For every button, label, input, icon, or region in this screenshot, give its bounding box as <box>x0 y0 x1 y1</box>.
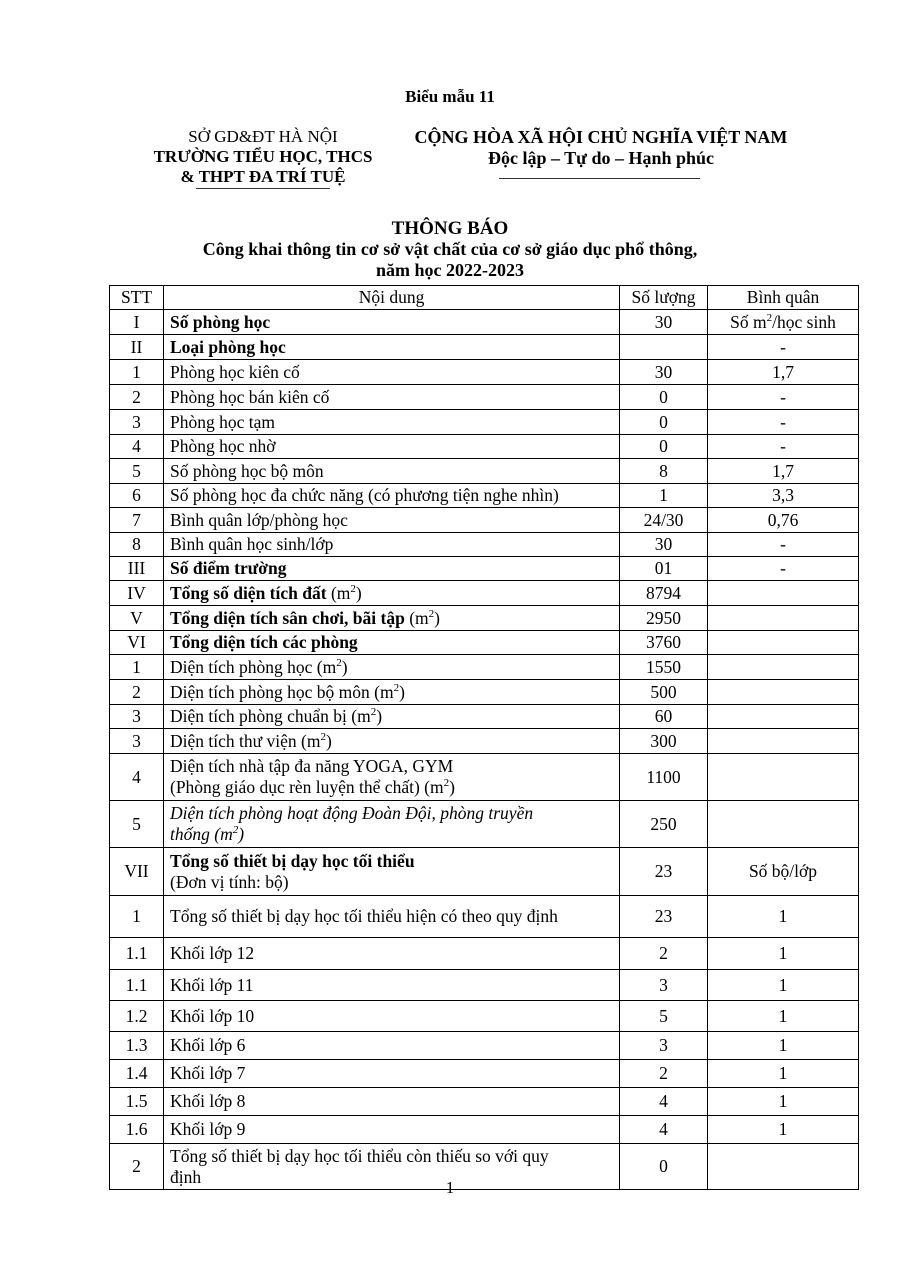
header-stt: STT <box>110 286 164 310</box>
cell-average: 1,7 <box>708 360 859 385</box>
document-title-block <box>0 218 900 281</box>
cell-quantity: 24/30 <box>620 508 708 533</box>
national-motto <box>395 127 807 169</box>
cell-content <box>164 1001 620 1032</box>
cell-quantity: 8 <box>620 459 708 484</box>
content-text: Khối lớp 7 <box>170 1063 246 1083</box>
cell-average: 1 <box>708 1088 859 1116</box>
cell-average: 1,7 <box>708 459 859 484</box>
content-text: Tổng số diện tích đất <box>170 582 327 603</box>
unit-superscript: 2 <box>393 681 400 694</box>
cell-stt: 6 <box>110 484 164 508</box>
table-row <box>110 557 859 581</box>
motto-underline <box>499 178 700 179</box>
unit-label <box>409 608 440 628</box>
cell-average: - <box>708 557 859 581</box>
cell-content <box>164 1060 620 1088</box>
cell-quantity: 1100 <box>620 754 708 801</box>
header-content: Nội dung <box>164 286 620 310</box>
cell-quantity: 30 <box>620 310 708 335</box>
table-row <box>110 896 859 938</box>
cell-content <box>164 557 620 581</box>
cell-content <box>164 484 620 508</box>
cell-content <box>164 1116 620 1144</box>
unit-label <box>317 657 348 677</box>
cell-content <box>164 435 620 459</box>
cell-content <box>164 1032 620 1060</box>
cell-quantity: 0 <box>620 1144 708 1190</box>
cell-quantity: 2950 <box>620 606 708 631</box>
table-row <box>110 385 859 410</box>
unit-prefix: (m <box>424 777 444 797</box>
department-name: SỞ GD&ĐT HÀ NỘI <box>188 127 338 146</box>
cell-quantity: 3 <box>620 1032 708 1060</box>
cell-stt: 7 <box>110 508 164 533</box>
cell-stt: 4 <box>110 435 164 459</box>
content-text-line2: thống <box>170 824 210 844</box>
content-text: Tổng số thiết bị dạy học tối thiểu hiện có theo quy định <box>170 906 558 926</box>
cell-average <box>708 631 859 655</box>
table-row <box>110 508 859 533</box>
cell-quantity: 30 <box>620 533 708 557</box>
cell-average <box>708 801 859 848</box>
content-text: Tổng diện tích các phòng <box>170 632 358 652</box>
content-text: Khối lớp 12 <box>170 943 255 963</box>
unit-suffix: ) <box>238 824 245 844</box>
cell-stt: 2 <box>110 1144 164 1190</box>
unit-suffix: ) <box>376 706 383 726</box>
content-text: Phòng học tạm <box>170 411 275 432</box>
cell-quantity: 0 <box>620 410 708 435</box>
cell-content <box>164 459 620 484</box>
content-text: Tổng số thiết bị dạy học tối thiểu còn thiếu so với quy <box>170 1145 549 1166</box>
unit-prefix: (m <box>374 681 394 702</box>
table-row <box>110 1032 859 1060</box>
school-year: năm học 2022-2023 <box>376 260 524 280</box>
unit-prefix: (m <box>301 730 321 751</box>
table-row <box>110 1060 859 1088</box>
content-text: Số phòng học <box>170 311 271 332</box>
cell-content <box>164 606 620 631</box>
cell-average <box>708 581 859 606</box>
content-text: Diện tích phòng chuẩn bị <box>170 706 347 726</box>
cell-quantity <box>620 335 708 360</box>
table-row <box>110 705 859 729</box>
average-prefix: Số m <box>730 311 767 332</box>
cell-quantity: 0 <box>620 435 708 459</box>
cell-quantity: 01 <box>620 557 708 581</box>
document-title: THÔNG BÁO <box>391 218 509 239</box>
cell-content <box>164 896 620 938</box>
cell-stt: 2 <box>110 385 164 410</box>
unit-suffix: ) <box>341 656 348 677</box>
cell-quantity: 1550 <box>620 655 708 680</box>
country-name: CỘNG HÒA XÃ HỘI CHỦ NGHĨA VIỆT NAM <box>414 127 788 147</box>
unit-superscript: 2 <box>443 777 450 790</box>
table-row <box>110 1116 859 1144</box>
table-row <box>110 680 859 705</box>
cell-average: 1 <box>708 896 859 938</box>
school-name-line2: & THPT ĐA TRÍ TUỆ <box>180 167 346 186</box>
cell-average: 1 <box>708 1060 859 1088</box>
content-text: Khối lớp 9 <box>170 1119 246 1139</box>
cell-content <box>164 310 620 335</box>
content-text: Tổng số thiết bị dạy học tối thiểu <box>170 850 415 871</box>
content-text: Phòng học kiên cố <box>170 361 300 382</box>
cell-average <box>708 310 859 335</box>
content-text-line2: (Đơn vị tính: bộ) <box>170 871 289 892</box>
table-row <box>110 533 859 557</box>
cell-content <box>164 938 620 970</box>
unit-suffix: ) <box>325 730 332 751</box>
cell-stt: III <box>110 557 164 581</box>
unit-superscript: 2 <box>336 656 342 669</box>
unit-label <box>214 824 244 844</box>
table-row <box>110 606 859 631</box>
cell-content <box>164 970 620 1001</box>
cell-quantity: 250 <box>620 801 708 848</box>
content-text: Bình quân lớp/phòng học <box>170 509 348 530</box>
cell-content <box>164 754 620 801</box>
cell-stt: 1.2 <box>110 1001 164 1032</box>
cell-quantity: 4 <box>620 1116 708 1144</box>
content-text: Diện tích thư viện <box>170 730 297 751</box>
cell-quantity: 3760 <box>620 631 708 655</box>
unit-label <box>301 731 332 751</box>
content-text: Loại phòng học <box>170 336 286 357</box>
cell-quantity: 30 <box>620 360 708 385</box>
cell-stt: 1 <box>110 655 164 680</box>
unit-suffix: ) <box>399 681 405 702</box>
average-suffix: /học sinh <box>772 311 836 332</box>
cell-average <box>708 680 859 705</box>
page-number: 1 <box>445 1178 455 1197</box>
cell-stt: 1.1 <box>110 970 164 1001</box>
cell-content <box>164 801 620 848</box>
form-label: Biểu mẫu 11 <box>405 87 495 106</box>
cell-content <box>164 848 620 896</box>
cell-stt: IV <box>110 581 164 606</box>
cell-average <box>708 655 859 680</box>
unit-label <box>374 682 405 702</box>
table-row <box>110 848 859 896</box>
cell-average: 1 <box>708 970 859 1001</box>
cell-average: - <box>708 533 859 557</box>
cell-content <box>164 655 620 680</box>
cell-quantity: 0 <box>620 385 708 410</box>
cell-stt: VI <box>110 631 164 655</box>
cell-content <box>164 335 620 360</box>
cell-average <box>708 606 859 631</box>
table-row <box>110 1088 859 1116</box>
cell-quantity: 8794 <box>620 581 708 606</box>
cell-content <box>164 1088 620 1116</box>
cell-average <box>708 705 859 729</box>
table-row <box>110 801 859 848</box>
table-row <box>110 410 859 435</box>
cell-average: 1 <box>708 1032 859 1060</box>
table-row <box>110 581 859 606</box>
cell-content <box>164 508 620 533</box>
cell-quantity: 23 <box>620 896 708 938</box>
cell-stt: 1.5 <box>110 1088 164 1116</box>
content-text-line2: (Phòng giáo dục rèn luyện thể chất) <box>170 777 420 797</box>
table-row <box>110 729 859 754</box>
cell-quantity: 2 <box>620 1060 708 1088</box>
table-row <box>110 970 859 1001</box>
content-text: Phòng học nhờ <box>170 436 276 456</box>
cell-content <box>164 729 620 754</box>
cell-average <box>708 729 859 754</box>
cell-stt: 8 <box>110 533 164 557</box>
cell-quantity: 500 <box>620 680 708 705</box>
cell-quantity: 23 <box>620 848 708 896</box>
unit-prefix: (m <box>351 706 371 726</box>
unit-label <box>331 583 362 603</box>
cell-average: 3,3 <box>708 484 859 508</box>
unit-suffix: ) <box>355 582 362 603</box>
cell-stt: 1.1 <box>110 938 164 970</box>
document-subtitle: Công khai thông tin cơ sở vật chất của cơ sở giáo dục phổ thông, <box>202 239 698 259</box>
unit-superscript: 2 <box>232 824 239 837</box>
facility-table <box>109 285 859 1190</box>
table-header-row <box>110 286 859 310</box>
cell-average: 1 <box>708 1001 859 1032</box>
cell-content <box>164 581 620 606</box>
cell-stt: 3 <box>110 705 164 729</box>
cell-stt: 1 <box>110 896 164 938</box>
cell-content <box>164 680 620 705</box>
content-text: Số phòng học đa chức năng (có phương tiện nghe nhìn) <box>170 485 559 505</box>
cell-average <box>708 754 859 801</box>
unit-suffix: ) <box>449 777 455 797</box>
table-body <box>110 310 859 1190</box>
cell-average: 1 <box>708 1116 859 1144</box>
unit-prefix: (m <box>316 656 337 677</box>
table-row <box>110 938 859 970</box>
cell-average: - <box>708 435 859 459</box>
motto-text: Độc lập – Tự do – Hạnh phúc <box>487 148 715 168</box>
cell-content <box>164 360 620 385</box>
unit-superscript: 2 <box>350 582 356 595</box>
table-row <box>110 484 859 508</box>
cell-quantity: 1 <box>620 484 708 508</box>
unit-superscript: 2 <box>370 706 377 719</box>
cell-average: - <box>708 335 859 360</box>
content-text: Số phòng học bộ môn <box>170 460 324 481</box>
cell-average: Số bộ/lớp <box>708 848 859 896</box>
cell-stt: 3 <box>110 729 164 754</box>
cell-quantity: 2 <box>620 938 708 970</box>
cell-stt: VII <box>110 848 164 896</box>
cell-stt: 5 <box>110 801 164 848</box>
cell-content <box>164 533 620 557</box>
cell-average: - <box>708 385 859 410</box>
agency-underline <box>196 188 330 189</box>
table-row <box>110 631 859 655</box>
content-text: Diện tích nhà tập đa năng YOGA, GYM <box>170 756 454 776</box>
cell-stt: 1 <box>110 360 164 385</box>
cell-stt: V <box>110 606 164 631</box>
unit-prefix: (m <box>330 582 351 603</box>
cell-content <box>164 705 620 729</box>
content-text: Khối lớp 10 <box>170 1005 255 1026</box>
table-row <box>110 360 859 385</box>
table-row <box>110 335 859 360</box>
issuing-agency <box>110 127 416 187</box>
table-row <box>110 1001 859 1032</box>
content-text: Khối lớp 8 <box>170 1091 246 1111</box>
cell-quantity: 3 <box>620 970 708 1001</box>
content-text: Bình quân học sinh/lớp <box>170 534 334 554</box>
cell-stt: 5 <box>110 459 164 484</box>
cell-stt: 4 <box>110 754 164 801</box>
table-row <box>110 435 859 459</box>
content-text: Khối lớp 6 <box>170 1035 246 1055</box>
content-text-line2: định <box>170 1166 202 1187</box>
header-average: Bình quân <box>708 286 859 310</box>
average-superscript: 2 <box>766 311 773 324</box>
unit-prefix: (m <box>214 824 233 844</box>
unit-superscript: 2 <box>320 730 326 743</box>
content-text: Phòng học bán kiên cố <box>170 386 330 407</box>
unit-label <box>351 706 382 726</box>
content-text: Diện tích phòng học <box>170 656 313 677</box>
cell-stt: II <box>110 335 164 360</box>
table-row <box>110 754 859 801</box>
cell-average: 0,76 <box>708 508 859 533</box>
content-text: Tổng diện tích sân chơi, bãi tập <box>170 607 405 628</box>
cell-stt: 2 <box>110 680 164 705</box>
table-row <box>110 655 859 680</box>
content-text: Diện tích phòng học bộ môn <box>170 681 370 702</box>
cell-content <box>164 385 620 410</box>
table-row <box>110 310 859 335</box>
cell-average: 1 <box>708 938 859 970</box>
cell-stt: I <box>110 310 164 335</box>
cell-stt: 1.6 <box>110 1116 164 1144</box>
cell-quantity: 4 <box>620 1088 708 1116</box>
school-name-line1: TRƯỜNG TIỂU HỌC, THCS <box>153 147 373 166</box>
unit-suffix: ) <box>434 607 440 628</box>
unit-prefix: (m <box>409 607 429 628</box>
content-text: Diện tích phòng hoạt động Đoàn Đội, phòng truyền <box>170 803 534 823</box>
cell-quantity: 5 <box>620 1001 708 1032</box>
cell-stt: 1.4 <box>110 1060 164 1088</box>
cell-quantity: 300 <box>620 729 708 754</box>
content-text: Khối lớp 11 <box>170 974 254 995</box>
content-text: Số điểm trường <box>170 558 287 578</box>
cell-stt: 1.3 <box>110 1032 164 1060</box>
table-row <box>110 459 859 484</box>
unit-superscript: 2 <box>428 607 435 620</box>
cell-content <box>164 410 620 435</box>
unit-label <box>424 777 455 797</box>
cell-stt: 3 <box>110 410 164 435</box>
cell-quantity: 60 <box>620 705 708 729</box>
cell-content <box>164 631 620 655</box>
header-quantity: Số lượng <box>620 286 708 310</box>
cell-average: - <box>708 410 859 435</box>
